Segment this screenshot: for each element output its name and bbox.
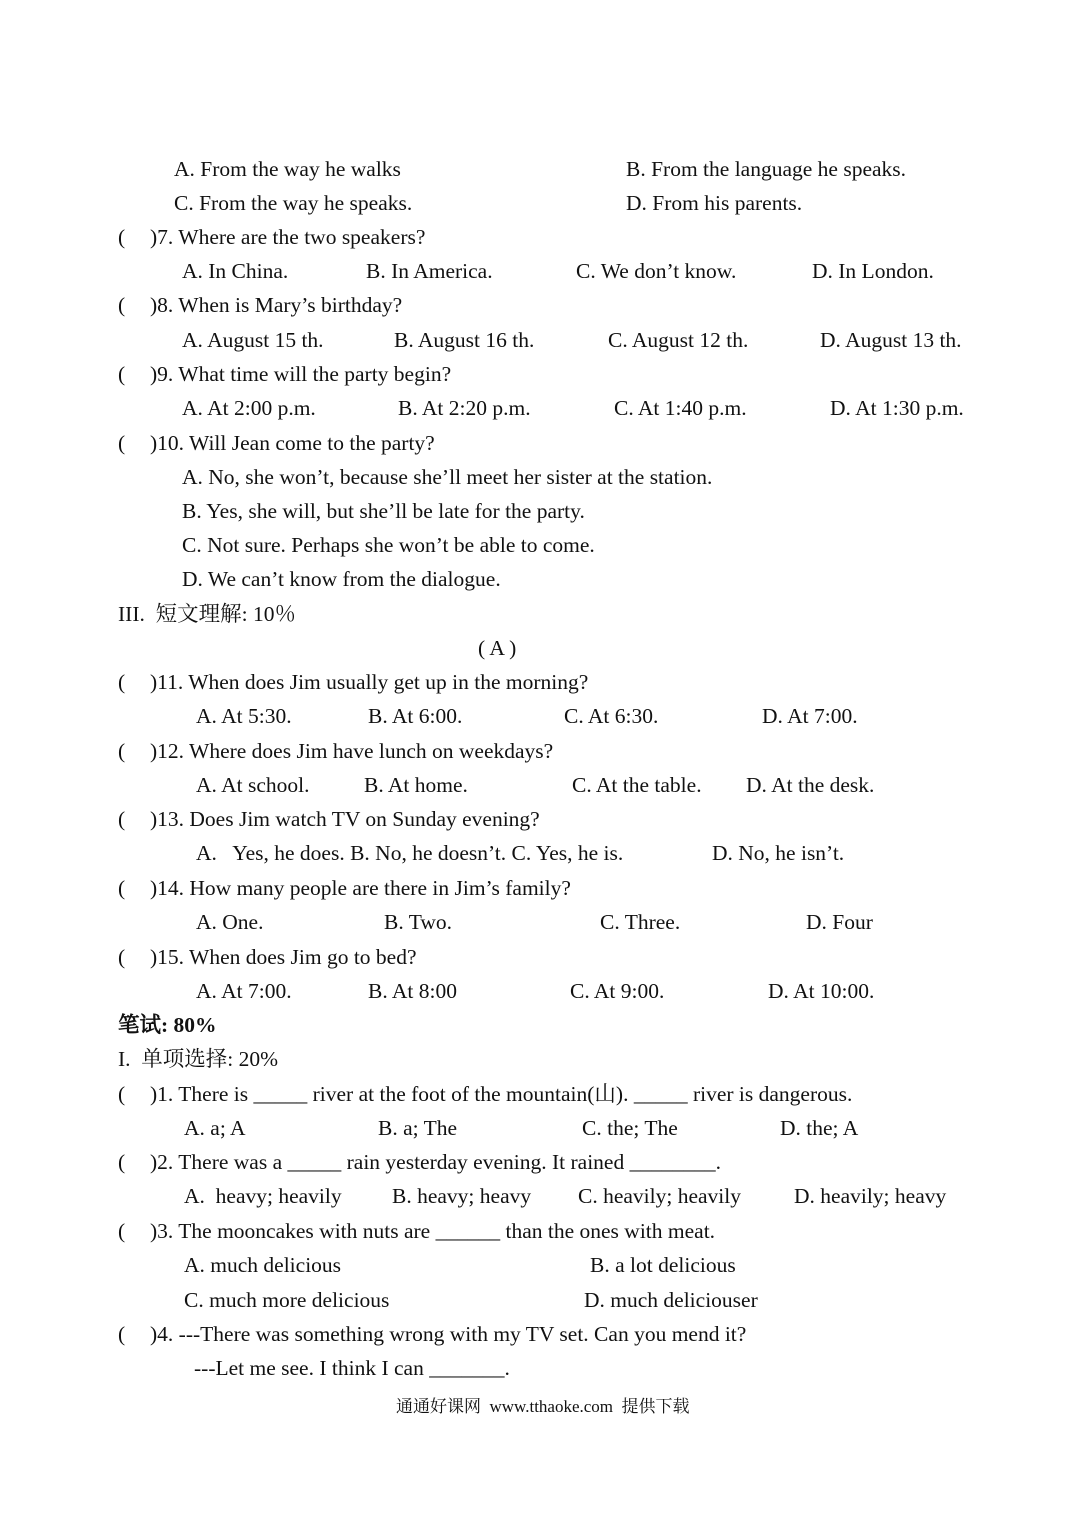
option-text: A. No, she won’t, because she’ll meet her sister at the station. [182, 465, 713, 489]
answer-paren: ( [118, 225, 126, 249]
option-text: C. At 6:30. [564, 704, 659, 728]
option-text: C. We don’t know. [576, 259, 737, 283]
option-text: D. From his parents. [626, 191, 803, 215]
answer-paren: ( [118, 431, 126, 455]
option-text: D. heavily; heavy [794, 1184, 947, 1208]
option-text: D. At 10:00. [768, 979, 875, 1003]
option-text: B. At home. [364, 773, 468, 797]
section-heading: I. 单项选择: 20% [118, 1047, 279, 1071]
option-text: D. In London. [812, 259, 934, 283]
question-text: )3. The mooncakes with nuts are ______ than the ones with meat. [150, 1219, 716, 1243]
option-text: C. At the table. [572, 773, 702, 797]
part-heading: 笔试: 80% [118, 1013, 217, 1037]
answer-paren: ( [118, 807, 126, 831]
question-text: )7. Where are the two speakers? [150, 225, 426, 249]
option-text: C. Three. [600, 910, 681, 934]
option-text: D. At the desk. [746, 773, 875, 797]
option-text: B. Yes, she will, but she’ll be late for the party. [182, 499, 585, 523]
question-text: )1. There is _____ river at the foot of the mountain(山). _____ river is dangerous. [150, 1082, 853, 1106]
section-heading: III. 短文理解: 10％ [118, 602, 296, 626]
option-text: A. At 7:00. [196, 979, 292, 1003]
question-text: )2. There was a _____ rain yesterday evening. It rained ________. [150, 1150, 721, 1174]
answer-paren: ( [118, 1219, 126, 1243]
answer-paren: ( [118, 1322, 126, 1346]
page-footer: 通通好课网 www.tthaoke.com 提供下载 [396, 1397, 690, 1416]
question-text: )12. Where does Jim have lunch on weekdays? [150, 739, 554, 763]
option-text: C. much more delicious [184, 1288, 390, 1312]
option-text: B. August 16 th. [394, 328, 535, 352]
option-text: D. Four [806, 910, 873, 934]
answer-paren: ( [118, 293, 126, 317]
question-text: )4. ---There was something wrong with my TV set. Can you mend it? [150, 1322, 747, 1346]
option-text: B. Two. [384, 910, 452, 934]
option-text: C. At 1:40 p.m. [614, 396, 747, 420]
option-text: A. much delicious [184, 1253, 342, 1277]
answer-paren: ( [118, 876, 126, 900]
question-text: )10. Will Jean come to the party? [150, 431, 435, 455]
option-text: A. One. [196, 910, 264, 934]
option-text: A. In China. [182, 259, 289, 283]
option-text: D. At 1:30 p.m. [830, 396, 964, 420]
option-text: D. the; A [780, 1116, 859, 1140]
option-text: D. No, he isn’t. [712, 841, 845, 865]
option-text: C. At 9:00. [570, 979, 665, 1003]
option-text: B. At 8:00 [368, 979, 458, 1003]
answer-paren: ( [118, 945, 126, 969]
option-text: D. much deliciouser [584, 1288, 758, 1312]
question-text: )9. What time will the party begin? [150, 362, 452, 386]
option-text: B. At 6:00. [368, 704, 463, 728]
option-text: D. We can’t know from the dialogue. [182, 567, 501, 591]
option-text: C. From the way he speaks. [174, 191, 413, 215]
question-text: )11. When does Jim usually get up in the morning? [150, 670, 589, 694]
option-text: A. At school. [196, 773, 310, 797]
option-text: D. August 13 th. [820, 328, 962, 352]
option-text: B. From the language he speaks. [626, 157, 907, 181]
answer-paren: ( [118, 1150, 126, 1174]
question-text: )15. When does Jim go to bed? [150, 945, 417, 969]
option-text: C. Not sure. Perhaps she won’t be able to come. [182, 533, 595, 557]
dialogue-line: ---Let me see. I think I can _______. [194, 1356, 510, 1380]
option-text: A. Yes, he does. B. No, he doesn’t. C. Yes, he is. [196, 841, 624, 865]
option-text: B. a lot delicious [590, 1253, 736, 1277]
question-text: )14. How many people are there in Jim’s family? [150, 876, 571, 900]
answer-paren: ( [118, 362, 126, 386]
option-text: A. At 5:30. [196, 704, 292, 728]
option-text: B. heavy; heavy [392, 1184, 532, 1208]
option-text: B. At 2:20 p.m. [398, 396, 531, 420]
option-text: B. a; The [378, 1116, 458, 1140]
option-text: B. In America. [366, 259, 493, 283]
option-text: A. At 2:00 p.m. [182, 396, 316, 420]
answer-paren: ( [118, 1082, 126, 1106]
option-text: A. From the way he walks [174, 157, 401, 181]
option-text: A. August 15 th. [182, 328, 324, 352]
option-text: A. a; A [184, 1116, 246, 1140]
answer-paren: ( [118, 670, 126, 694]
option-text: D. At 7:00. [762, 704, 858, 728]
option-text: A. heavy; heavily [184, 1184, 342, 1208]
question-text: )8. When is Mary’s birthday? [150, 293, 403, 317]
option-text: C. August 12 th. [608, 328, 749, 352]
passage-label: ( A ) [478, 636, 517, 660]
answer-paren: ( [118, 739, 126, 763]
question-text: )13. Does Jim watch TV on Sunday evening? [150, 807, 540, 831]
option-text: C. the; The [582, 1116, 678, 1140]
option-text: C. heavily; heavily [578, 1184, 742, 1208]
